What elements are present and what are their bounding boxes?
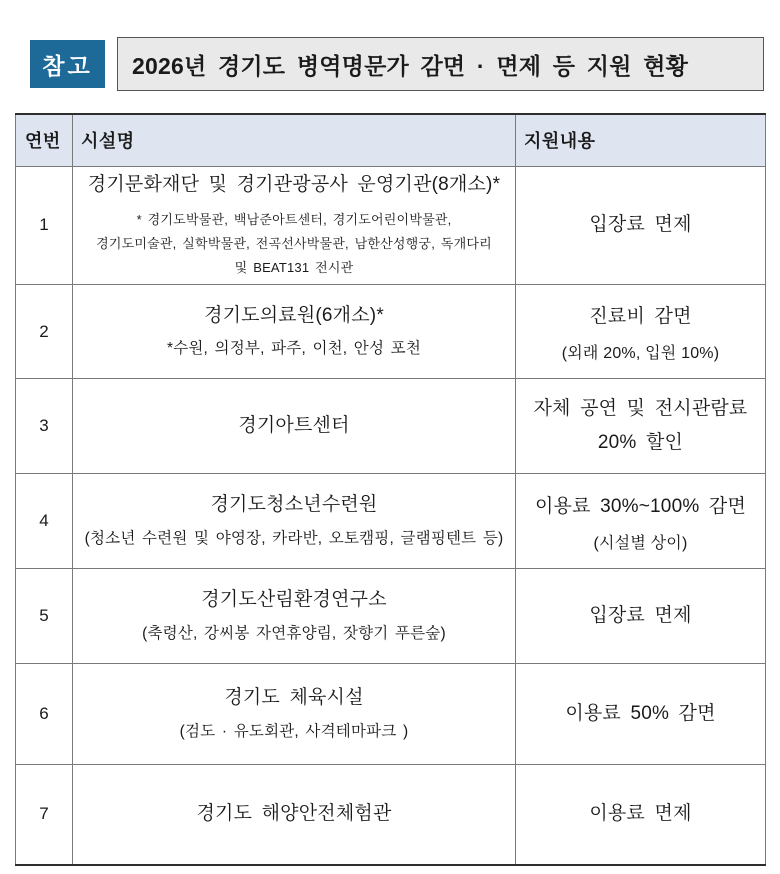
- reference-badge-label: 참고: [42, 52, 93, 79]
- table-row: [16, 285, 766, 379]
- facility-note: *수원, 의정부, 파주, 이천, 안성 포천: [166, 340, 422, 358]
- facility-name: 경기도 해양안전체험관: [196, 803, 392, 825]
- facility-name: 경기아트센터: [238, 414, 350, 436]
- table-row: [16, 765, 766, 865]
- facility-note-line: * 경기도박물관, 백남준아트센터, 경기도어린이박물관,: [136, 212, 452, 227]
- facility-name: 경기도의료원(6개소)*: [204, 304, 384, 326]
- facility-name: 경기문화재단 및 경기관광공사 운영기관(8개소)*: [87, 173, 501, 195]
- support-text: 자체 공연 및 전시관람료 20% 할인: [533, 397, 748, 454]
- table-row: [16, 379, 766, 474]
- support-text: 이용료 50% 감면: [565, 703, 716, 725]
- facility-note: [79, 208, 509, 280]
- column-header-support: 지원내용: [516, 114, 766, 166]
- facility-note-line: 및 BEAT131 전시관: [234, 260, 354, 276]
- table-row: [16, 166, 766, 285]
- reference-badge: [30, 40, 105, 88]
- support-cell: [516, 379, 766, 474]
- row-number: 7: [16, 765, 73, 865]
- column-header-facility: 시설명: [73, 114, 516, 166]
- facility-name: 경기도산림환경연구소: [201, 589, 387, 611]
- support-cell: [516, 765, 766, 865]
- support-text: 입장료 면제: [589, 605, 692, 627]
- row-number: 6: [16, 664, 73, 765]
- support-note: (외래 20%, 입원 10%): [561, 345, 720, 363]
- row-number: 1: [16, 166, 73, 285]
- page-title: 2026년 경기도 병역명문가 감면 · 면제 등 지원 현황: [132, 52, 689, 79]
- facility-cell: [73, 765, 516, 865]
- support-cell: [516, 285, 766, 379]
- support-text: 입장료 면제: [589, 214, 692, 236]
- row-number: 3: [16, 379, 73, 474]
- facility-note: (청소년 수련원 및 야영장, 카라반, 오토캠핑, 글램핑텐트 등): [84, 529, 504, 547]
- facility-name: 경기도청소년수련원: [210, 494, 378, 516]
- table-row: [16, 569, 766, 664]
- facility-cell: [73, 569, 516, 664]
- support-cell: [516, 166, 766, 285]
- support-text: 진료비 감면: [589, 306, 692, 328]
- facility-cell: [73, 474, 516, 569]
- support-note: (시설별 상이): [593, 534, 688, 552]
- facility-cell: [73, 285, 516, 379]
- support-text: 이용료 면제: [589, 803, 692, 825]
- table-row: [16, 664, 766, 765]
- column-header-no: 연번: [16, 114, 73, 166]
- table-row: [16, 474, 766, 569]
- support-table: [15, 113, 766, 866]
- row-number: 2: [16, 285, 73, 379]
- support-text: 이용료 30%~100% 감면: [534, 495, 747, 517]
- facility-note: (검도 · 유도회관, 사격테마파크 ): [179, 722, 409, 740]
- facility-note: (축령산, 강씨봉 자연휴양림, 잣향기 푸른숲): [142, 624, 446, 642]
- row-number: 4: [16, 474, 73, 569]
- table-header-row: [16, 114, 766, 166]
- row-number: 5: [16, 569, 73, 664]
- facility-cell: [73, 664, 516, 765]
- support-cell: [516, 474, 766, 569]
- facility-note-line: 경기도미술관, 실학박물관, 전곡선사박물관, 남한산성행궁, 독개다리: [96, 236, 492, 252]
- facility-cell: [73, 166, 516, 285]
- support-cell: [516, 569, 766, 664]
- support-cell: [516, 664, 766, 765]
- facility-name: 경기도 체육시설: [224, 687, 364, 709]
- document-title-bar: [117, 37, 764, 91]
- facility-cell: [73, 379, 516, 474]
